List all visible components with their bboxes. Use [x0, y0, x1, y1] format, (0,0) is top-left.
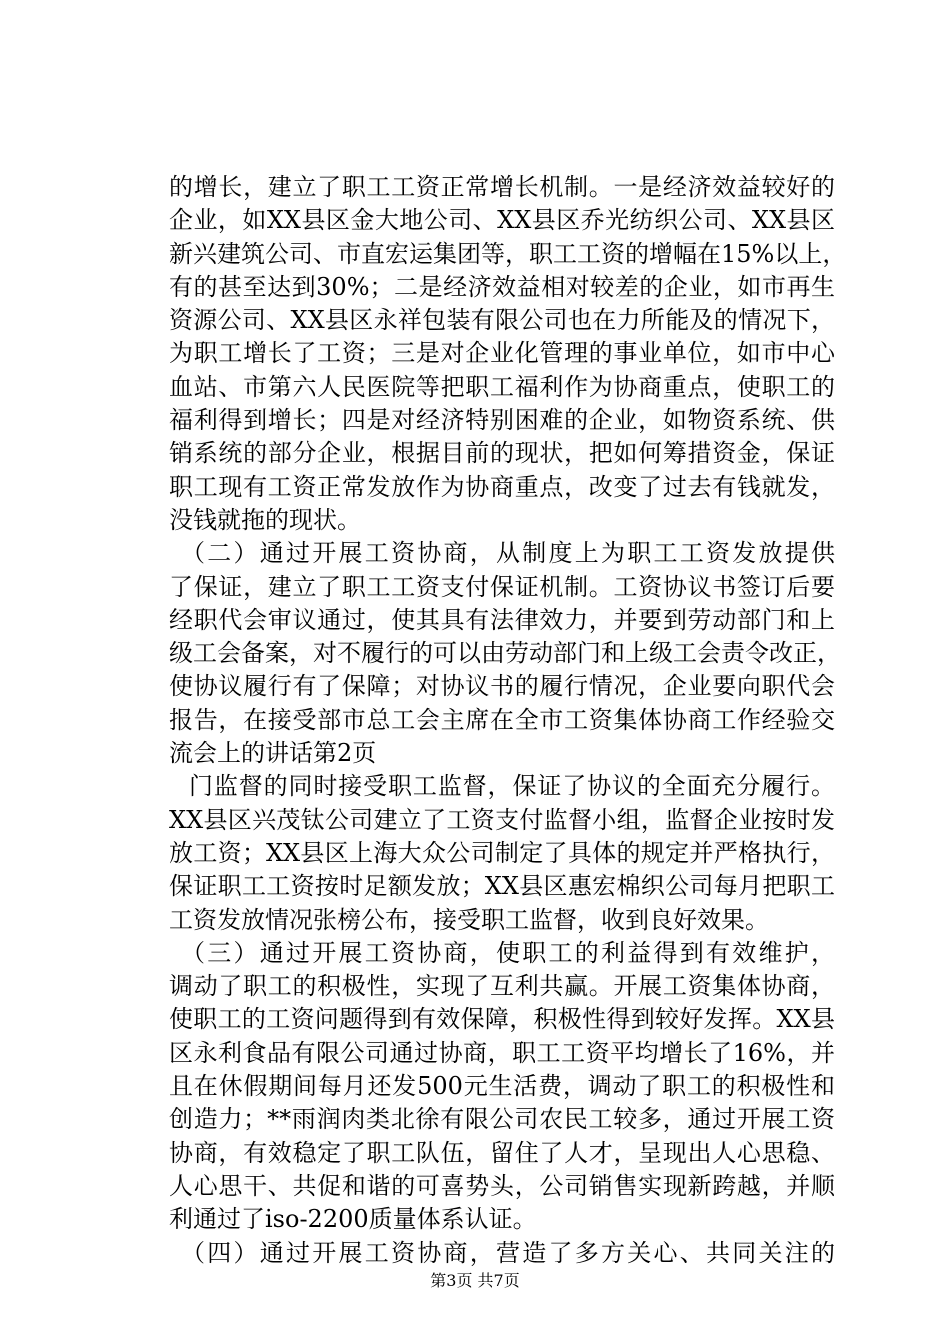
text-line: 创造力；**雨润肉类北徐有限公司农民工较多，通过开展工资 — [169, 1105, 835, 1134]
document-body — [169, 171, 847, 1270]
text-line: 为职工增长了工资；三是对企业化管理的事业单位，如市中心 — [169, 339, 835, 368]
text-line: 经职代会审议通过，使其具有法律效力，并要到劳动部门和上 — [169, 605, 835, 634]
text-line: 利通过了iso-2200质量体系认证。 — [169, 1205, 537, 1234]
text-line: 了保证，建立了职工工资支付保证机制。工资协议书签订后要 — [169, 572, 835, 601]
text-line: 工资发放情况张榜公布，接受职工监督，收到良好效果。 — [169, 905, 769, 934]
text-line: 福利得到增长；四是对经济特别困难的企业，如物资系统、供 — [169, 406, 835, 435]
text-line: 销系统的部分企业，根据目前的现状，把如何筹措资金，保证 — [169, 439, 835, 468]
text-line: 企业，如XX县区金大地公司、XX县区乔光纺织公司、XX县区 — [169, 206, 835, 235]
text-line: 血站、市第六人民医院等把职工福利作为协商重点，使职工的 — [169, 372, 835, 401]
paragraph-heading-2: （二）通过开展工资协商，从制度上为职工工资发放提供 — [181, 539, 835, 568]
text-line: 且在休假期间每月还发500元生活费，调动了职工的积极性和 — [169, 1072, 835, 1101]
paragraph-heading-3: （三）通过开展工资协商，使职工的利益得到有效维护， — [181, 938, 835, 967]
text-line: 使职工的工资问题得到有效保障，积极性得到较好发挥。XX县 — [169, 1005, 835, 1034]
text-line: 职工现有工资正常发放作为协商重点，改变了过去有钱就发， — [169, 472, 835, 501]
text-line: 区永利食品有限公司通过协商，职工工资平均增长了16%，并 — [169, 1038, 835, 1067]
text-line: 调动了职工的积极性，实现了互利共赢。开展工资集体协商， — [169, 972, 835, 1001]
text-line: XX县区兴茂钛公司建立了工资支付监督小组，监督企业按时发 — [169, 805, 835, 834]
text-line: 资源公司、XX县区永祥包装有限公司也在力所能及的情况下， — [169, 306, 835, 335]
text-line: 使协议履行有了保障；对协议书的履行情况，企业要向职代会 — [169, 672, 835, 701]
page-footer: 第3页 共7页 — [430, 1271, 520, 1290]
text-line: 放工资；XX县区上海大众公司制定了具体的规定并严格执行， — [169, 838, 835, 867]
text-line: 门监督的同时接受职工监督，保证了协议的全面充分履行。 — [189, 772, 835, 801]
text-line: 报告，在接受部市总工会主席在全市工资集体协商工作经验交 — [169, 705, 835, 734]
text-line: 级工会备案，对不履行的可以由劳动部门和上级工会责令改正， — [169, 639, 841, 668]
text-line: 流会上的讲话第2页 — [169, 739, 377, 768]
text-line: 有的甚至达到30%；二是经济效益相对较差的企业，如市再生 — [169, 272, 835, 301]
paragraph-heading-4: （四）通过开展工资协商，营造了多方关心、共同关注的 — [181, 1238, 835, 1267]
text-line: 人心思干、共促和谐的可喜势头，公司销售实现新跨越，并顺 — [169, 1171, 835, 1200]
text-line: 新兴建筑公司、市直宏运集团等，职工工资的增幅在15%以上， — [169, 239, 847, 268]
text-line: 保证职工工资按时足额发放；XX县区惠宏棉织公司每月把职工 — [169, 872, 835, 901]
text-line: 的增长，建立了职工工资正常增长机制。一是经济效益较好的 — [169, 173, 835, 201]
text-line: 没钱就拖的现状。 — [169, 505, 361, 534]
text-line: 协商，有效稳定了职工队伍，留住了人才，呈现出人心思稳、 — [169, 1138, 835, 1167]
